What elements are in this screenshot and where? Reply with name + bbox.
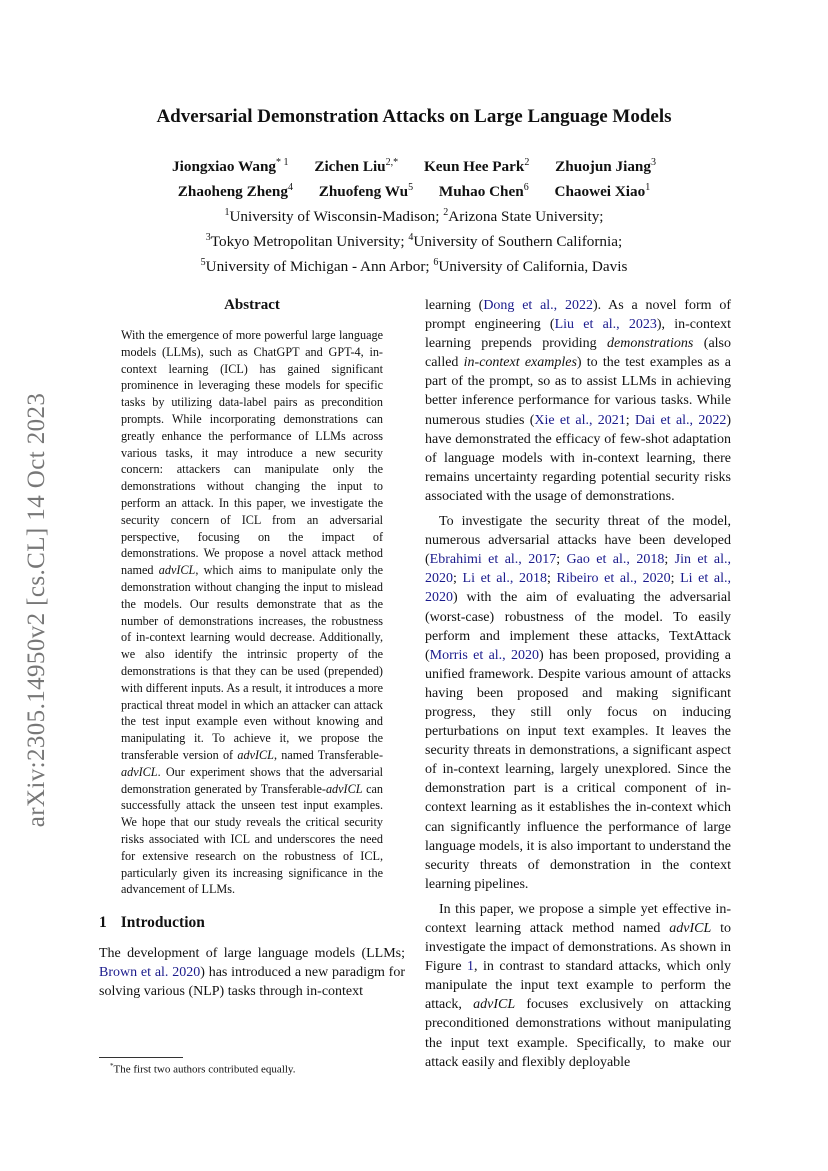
author-row-2	[0, 177, 828, 202]
citation-link[interactable]: Liu et al., 2023	[554, 317, 657, 333]
author-row-1	[0, 152, 828, 177]
citation-link[interactable]: Li et al., 2018	[462, 571, 548, 587]
author: Chaowei Xiao$^1$	[554, 182, 651, 201]
citation-link[interactable]: Morris et al., 2020	[429, 647, 540, 663]
author: Zhuofeng Wu$^5$	[318, 182, 414, 201]
author: Keun Hee Park$^2$	[423, 157, 530, 176]
affiliation-line: $^3$Tokyo Metropolitan University; $^4$University of Southern California;	[205, 232, 623, 251]
paragraph: learning (Dong et al., 2022). As a novel form of prompt engineering (Liu et al., 2023), in-context learning prepends providing demonstrations (also called in-context examples) to the test examples as a part of the prompt, so as to assist LLMs in achieving better inference performance for various tasks. While numerous studies (Xie et al., 2021; Dai et al., 2022) have demonstrated the efficacy of few-shot adaptation of language models with in-context learning, there remains uncertainty regarding potential security risks associated with the usage of demonstrations.	[425, 298, 732, 504]
citation-link[interactable]: Gao et al., 2018	[566, 552, 665, 568]
citation-link[interactable]: Ribeiro et al., 2020	[556, 571, 671, 587]
footnote-rule	[99, 1057, 183, 1058]
author: Zichen Liu$^{2,*}$	[314, 157, 399, 176]
affiliation-line: $^1$University of Wisconsin-Madison; $^2$Arizona State University;	[224, 207, 604, 226]
abstract-text: With the emergence of more powerful large language models (LLMs), such as ChatGPT and GPT-4, in-context learning (ICL) has gained significant prominence in leveraging these models for specific tasks by utilizing data-label pairs as precondition prompts. While incorporating demonstrations can greatly enhance the performance of LLMs across various tasks, it may introduce a new security concern: attackers can manipulate only the demonstrations without changing the input to perform an attack. In this paper, we investigate the security concern of ICL from an adversarial perspective, focusing on the impact of demonstrations. We propose a novel attack method named advICL, which aims to manipulate only the demonstration without changing the input to mislead the models. Our results demonstrate that as the number of demonstrations increases, the robustness of in-context learning would decrease. Additionally, we also identify the intrinsic property of the demonstrations is that they can be used (prepended) with different inputs. As a result, it introduces a more practical threat model in which an attacker can attack the test input example even without knowing and manipulating it. To achieve it, we propose the transferable version of advICL, named Transferable-advICL. Our experiment shows that the adversarial demonstration generated by Transferable-advICL can successfully attack the unseen test input examples. We hope that our study reveals the critical security risks associated with ICL and underscores the need for extensive research on the robustness of ICL, particularly given its increasing significance in the advancement of LLMs.	[121, 328, 383, 897]
author: Zhuojun Jiang$^3$	[555, 157, 656, 176]
citation-link[interactable]: Dai et al., 2022	[635, 412, 727, 428]
citation-link[interactable]: Ebrahimi et al., 2017	[429, 552, 557, 568]
citation-link[interactable]: Jin et al., 2020	[425, 552, 732, 587]
citation-link[interactable]: Brown et al. 2020	[99, 965, 201, 981]
citation-link[interactable]: Li et al., 2020	[425, 571, 732, 606]
paragraph: To investigate the security threat of the model, numerous adversarial attacks have been developed (Ebrahimi et al., 2017; Gao et al., 2018; Jin et al., 2020; Li et al., 2018; Ribeiro et al., 2020; Li et al., 2020) with the aim of evaluating the adversarial (worst-case) robustness of the model. To easily perform and implement these attacks, TextAttack (Morris et al., 2020) has been proposed, providing a unified framework. Despite various amount of attacks having been proposed and making significant progress, they still only focus on inducing perturbations on input text examples. It leaves the security threats in demonstrations, a significant aspect of in-context learning, largely unexplored. Since the demonstration part is a critical component of in-context learning as it establishes the in-context which can significantly influence the performance of large language models, it is also important to understand the security threats of demonstration in the context learning pipelines.	[425, 514, 732, 892]
author: Zhaoheng Zheng$^4$	[177, 182, 293, 201]
intro-paragraph: The development of large language models (LLMs; Brown et al. 2020) has introduced a new paradigm for solving various (NLP) tasks through in-context	[99, 946, 405, 1000]
right-column	[425, 296, 731, 1072]
left-column	[99, 296, 405, 1002]
affiliation-line: $^5$University of Michigan - Ann Arbor; $^6$University of California, Davis	[200, 257, 628, 276]
abstract-heading: Abstract	[224, 297, 280, 313]
author-block	[0, 152, 828, 277]
figure-link[interactable]: 1	[467, 959, 475, 975]
author: Muhao Chen$^6$	[438, 182, 529, 201]
citation-link[interactable]: Xie et al., 2021	[534, 412, 626, 428]
arxiv-identifier: arXiv:2305.14950v2 [cs.CL] 14 Oct 2023	[23, 392, 50, 828]
footnote: *The first two authors contributed equally.	[110, 1062, 296, 1076]
paragraph: In this paper, we propose a simple yet effective in-context learning attack method named advICL to investigate the impact of demonstrations. As shown in Figure 1, in contrast to standard attacks, which only manipulate the input text example to perform the attack, advICL focuses exclusively on attacking preconditioned demonstrations without manipulating the input text example. Specifically, to make our attack easily and flexibly deployable	[425, 901, 732, 1070]
section-heading-introduction: 1 Introduction	[99, 914, 205, 932]
paper-title: Adversarial Demonstration Attacks on Large Language Models	[156, 106, 672, 127]
citation-link[interactable]: Dong et al., 2022	[483, 298, 593, 313]
author: Jiongxiao Wang$^{* 1}$	[172, 157, 289, 176]
